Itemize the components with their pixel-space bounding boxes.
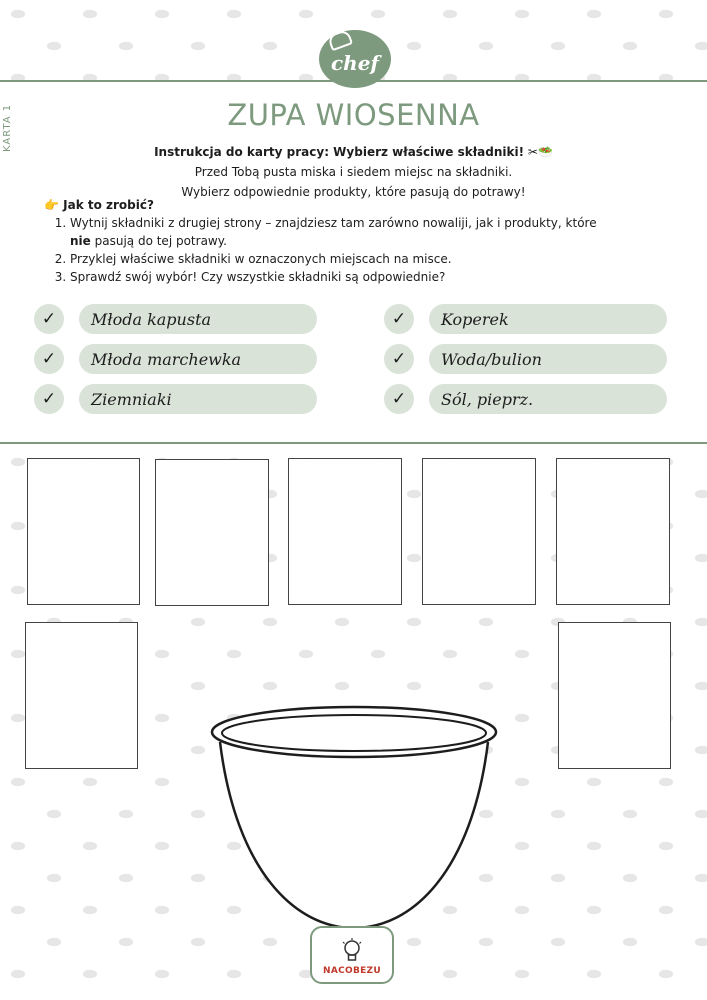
howto-heading <box>44 196 664 214</box>
ingredient-label: Sól, pieprz. <box>429 384 667 414</box>
side-label: KARTA 1 <box>2 103 13 153</box>
step-2: 2. Przyklej właściwe składniki w oznaczonych miejscach na misce. <box>70 250 664 268</box>
intro <box>0 142 707 202</box>
check-icon: ✓ <box>384 344 414 374</box>
check-icon: ✓ <box>384 384 414 414</box>
ingredient-slot-7[interactable] <box>558 622 671 769</box>
logo-text: chef <box>330 51 380 75</box>
scissors-salad-icon: ✂🥗 <box>527 145 553 159</box>
ingredient-label: Młoda marchewka <box>79 344 317 374</box>
section-divider <box>0 442 707 444</box>
checklist-item <box>384 304 667 334</box>
step-1-bold: nie <box>70 234 91 248</box>
pointing-hand-icon: 👉 <box>44 198 59 212</box>
intro-line-1: Przed Tobą pusta miska i siedem miejsc na składniki. <box>194 165 513 179</box>
instruction-heading <box>0 142 707 162</box>
checklist-item <box>384 384 667 414</box>
ingredient-label: Woda/bulion <box>429 344 667 374</box>
ingredient-slot-2[interactable] <box>155 459 269 606</box>
ingredient-label: Młoda kapusta <box>79 304 317 334</box>
step-1: 1. Wytnij składniki z drugiej strony – znajdziesz tam zarówno nowaliji, jak i produkty, które nie pasują do tej potrawy. <box>70 214 664 250</box>
ingredient-slot-4[interactable] <box>422 458 536 605</box>
ingredient-label: Ziemniaki <box>79 384 317 414</box>
ingredient-slot-3[interactable] <box>288 458 402 605</box>
howto-heading-text: Jak to zrobić? <box>63 198 154 212</box>
lightbulb-icon <box>341 938 363 964</box>
check-icon: ✓ <box>34 384 64 414</box>
step-3: 3. Sprawdź swój wybór! Czy wszystkie składniki są odpowiednie? <box>70 268 664 286</box>
nacobezu-badge <box>310 926 394 984</box>
checklist-item <box>384 344 667 374</box>
checklist-item <box>34 344 317 374</box>
check-icon: ✓ <box>384 304 414 334</box>
instruction-bold: Instrukcja do karty pracy: Wybierz właściwe składniki! <box>154 145 525 159</box>
ingredient-label: Koperek <box>429 304 667 334</box>
ingredient-slot-1[interactable] <box>27 458 140 605</box>
intro-line-2: Wybierz odpowiednie produkty, które pasują do potrawy! <box>181 185 526 199</box>
footer-brand: NACOBEZU <box>323 966 381 976</box>
checklist-item <box>34 304 317 334</box>
check-icon: ✓ <box>34 304 64 334</box>
ingredient-slot-6[interactable] <box>25 622 138 769</box>
howto-section <box>44 196 664 286</box>
page-title: ZUPA WIOSENNA <box>227 98 480 132</box>
check-icon: ✓ <box>34 344 64 374</box>
checklist-item <box>34 384 317 414</box>
bowl-illustration <box>206 702 502 930</box>
steps-list <box>44 214 664 286</box>
ingredient-slot-5[interactable] <box>556 458 670 605</box>
